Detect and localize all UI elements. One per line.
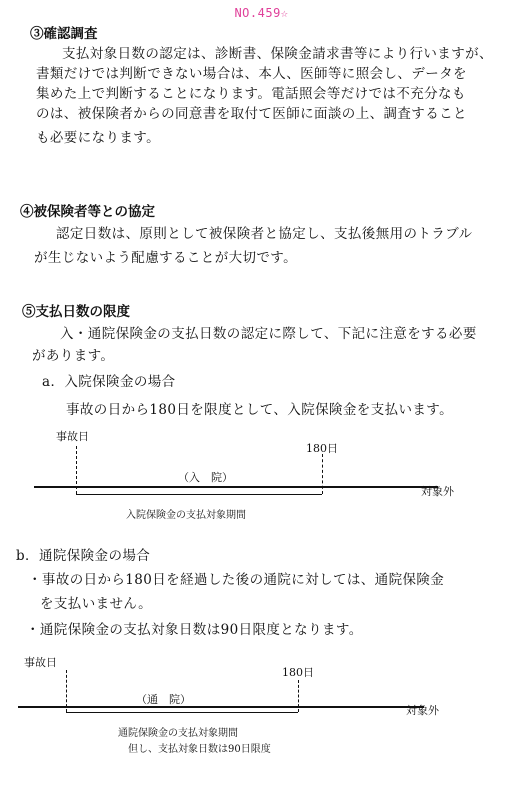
diagram-b-mid-label: （通 院）: [136, 693, 191, 706]
diagram-a-caption: 入院保険金の支払対象期間: [126, 510, 246, 521]
section-3-line-5: も必要になります。: [36, 130, 161, 146]
diagram-b-timeline: [18, 706, 424, 708]
diagram-a-outside-label: 対象外: [421, 485, 454, 498]
section-4-line-1: 認定日数は、原則として被保険者と協定し、支払後無用のトラブル: [56, 226, 473, 242]
diagram-b-start-label: 事故日: [24, 656, 57, 669]
page-number: NO.459☆: [234, 6, 289, 20]
section-3-line-2: 書類だけでは判断できない場合は、本人、医師等に照会し、データを: [36, 66, 467, 82]
diagram-b-caption: 通院保険金の支払対象期間: [118, 728, 238, 739]
section-3-line-4: のは、被保険者からの同意書を取付て医師に面談の上、調査すること: [36, 106, 467, 122]
section-5-line-1: 入・通院保険金の支払日数の認定に際して、下記に注意をする必要: [60, 326, 477, 342]
diagram-a-mid-label: （入 院）: [178, 471, 233, 484]
subsection-b-bullet-1-cont: を支払いません。: [40, 596, 153, 612]
subsection-b-bullet-1: ・事故の日から180日を経過した後の通院に対しては、通院保険金: [28, 572, 445, 588]
diagram-b-period-bracket: [66, 712, 298, 713]
section-5-line-2: があります。: [32, 348, 115, 364]
diagram-a-end-tick: [322, 454, 323, 494]
diagram-a-period-bracket: [76, 494, 322, 495]
subsection-a-heading: a．入院保険金の場合: [42, 374, 176, 390]
diagram-b-note: 但し、支払対象日数は90日限度: [128, 744, 271, 755]
diagram-b-end-label: 180日: [282, 666, 314, 679]
subsection-b-heading: b．通院保険金の場合: [16, 548, 151, 564]
section-3-line-3: 集めた上で判断することになります。電話照会等だけでは不充分なも: [36, 86, 466, 102]
section-4-line-2: が生じないよう配慮することが大切です。: [34, 250, 298, 266]
subsection-b-bullet-2: ・通院保険金の支払対象日数は90日限度となります。: [26, 622, 363, 638]
diagram-a-timeline: [34, 486, 438, 488]
section-5-heading: ⑤支払日数の限度: [22, 304, 130, 320]
diagram-b-outside-label: 対象外: [406, 704, 439, 717]
diagram-a-end-label: 180日: [306, 442, 338, 455]
section-4-heading: ④被保険者等との協定: [20, 204, 155, 220]
subsection-a-text: 事故の日から180日を限度として、入院保険金を支払います。: [66, 402, 454, 418]
diagram-a-start-label: 事故日: [56, 430, 89, 443]
section-3-heading: ③確認調査: [30, 26, 98, 42]
section-3-line-1: 支払対象日数の認定は、診断書、保険金請求書等により行いますが、: [62, 46, 493, 62]
